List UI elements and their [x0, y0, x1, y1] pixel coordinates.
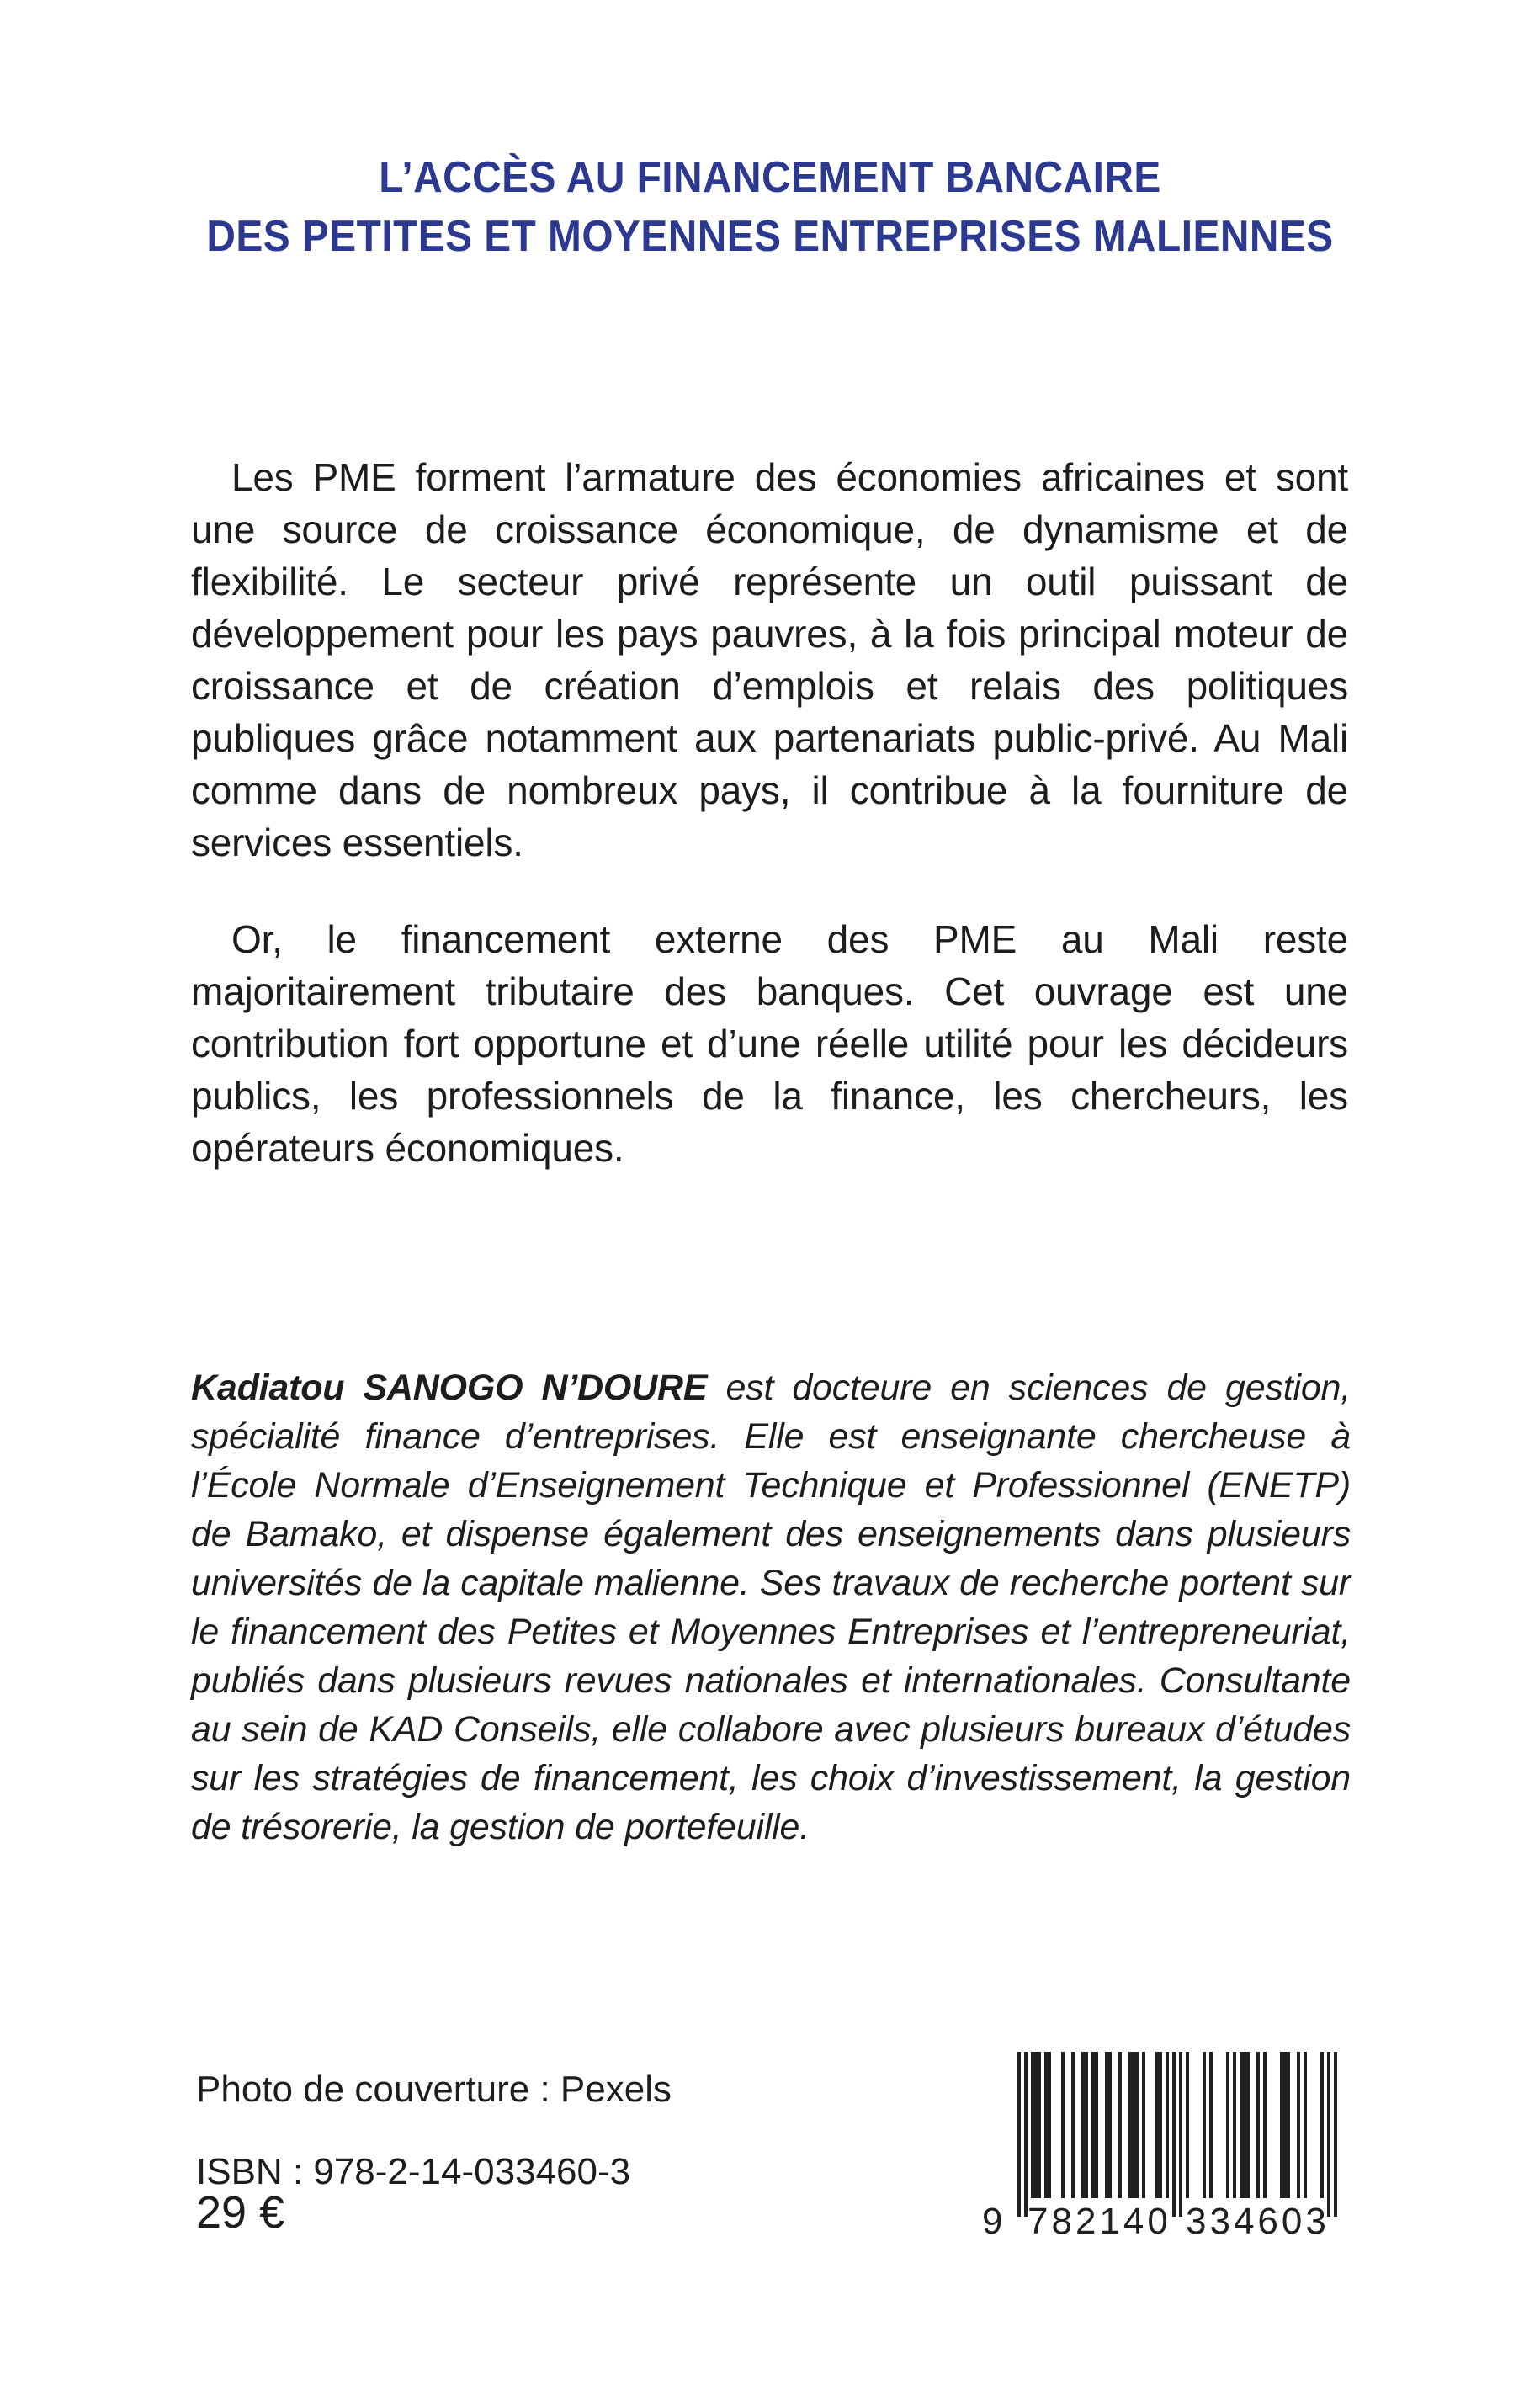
ean13-barcode — [980, 2052, 1361, 2247]
photo-credit: Photo de couverture : Pexels — [196, 2069, 672, 2110]
barcode-digits-left: 782140 — [1028, 2201, 1171, 2242]
barcode-digits — [980, 2198, 1361, 2245]
author-bio-text: est docteure en sciences de gestion, spécialité finance d’entreprises. Elle est enseignante chercheuse à l’École Normale d’Enseignement Technique et Professionnel (ENETP) de Bamako, et dispense également des enseignements dans plusieurs universités de la capitale malienne. Ses travaux de recherche portent sur le financement des Petites et Moyennes Entreprises et l’entrepreneuriat, publiés dans plusieurs revues nationales et internationales. Consultante au sein de KAD Conseils, elle collabore avec plusieurs bureaux d’études sur les stratégies de financement, les choix d’investissement, la gestion de trésorerie, la gestion de portefeuille. — [191, 1368, 1351, 1847]
barcode-digit-lead: 9 — [982, 2201, 1003, 2242]
book-title-line-2: DES PETITES ET MOYENNES ENTREPRISES MALIENNES — [206, 212, 1334, 261]
author-name: Kadiatou SANOGO N’DOURE — [191, 1368, 708, 1408]
author-bio — [191, 1363, 1351, 1851]
barcode-bars — [980, 2052, 1361, 2218]
book-title-line-1: L’ACCÈS AU FINANCEMENT BANCAIRE — [379, 153, 1161, 202]
synopsis-paragraph-1: Les PME forment l’armature des économies africaines et sont une source de croissance économique, de dynamisme et de flexibilité. Le secteur privé représente un outil puissant de développement pour les pays pauvres, à la fois principal moteur de croissance et de création d’emplois et relais des politiques publiques grâce notamment aux partenariats public-privé. Au Mali comme dans de nombreux pays, il contribue à la fourniture de services essentiels. — [191, 455, 1348, 864]
synopsis-paragraph-2: Or, le financement externe des PME au Mali reste majoritairement tributaire des banques. Cet ouvrage est une contribution fort opportune et d’une réelle utilité pour les décideurs publics, les professionnels de la finance, les chercheurs, les opérateurs économiques. — [191, 917, 1348, 1170]
barcode-digits-right: 334603 — [1186, 2201, 1330, 2242]
book-title — [61, 148, 1479, 266]
price: 29 € — [196, 2187, 285, 2238]
isbn: ISBN : 978-2-14-033460-3 — [196, 2151, 631, 2192]
